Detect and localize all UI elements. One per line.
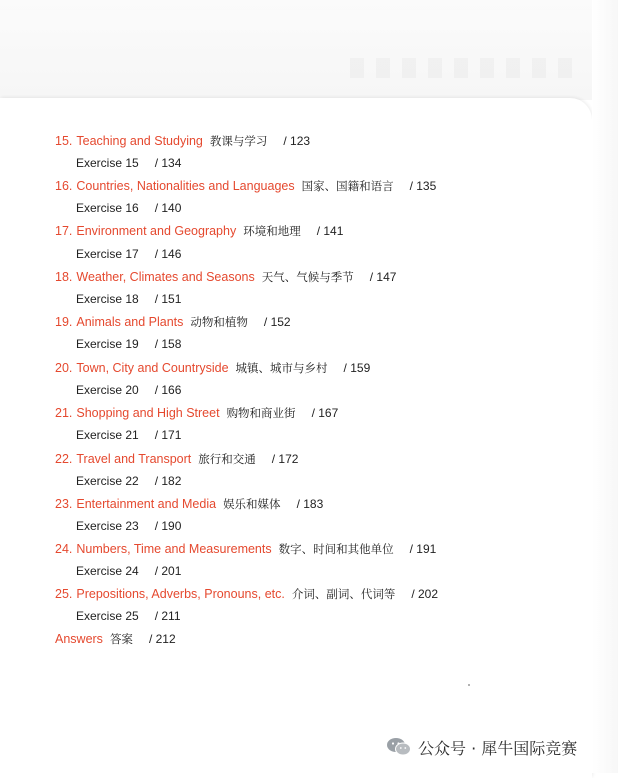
exercise-label: Exercise 18 [76, 292, 139, 306]
exercise-page: / 158 [154, 337, 182, 351]
exercise-page: / 190 [154, 519, 182, 533]
exercise-label: Exercise 25 [76, 609, 139, 623]
chapter-title-zh: 国家、国籍和语言 [301, 179, 394, 193]
chapter-title-zh: 天气、气候与季节 [261, 270, 354, 284]
toc-chapter-15[interactable] [55, 132, 310, 150]
chapter-page: / 159 [343, 361, 371, 375]
toc-chapter-19[interactable] [55, 313, 291, 331]
chapter-page: / 141 [316, 224, 344, 238]
answers-page: / 212 [148, 632, 176, 646]
exercise-label: Exercise 16 [76, 201, 139, 215]
exercise-label: Exercise 19 [76, 337, 139, 351]
chapter-title-zh: 动物和植物 [190, 315, 248, 329]
toc-exercise-20[interactable] [76, 381, 181, 399]
exercise-label: Exercise 20 [76, 383, 139, 397]
exercise-page: / 140 [154, 201, 182, 215]
exercise-page: / 151 [154, 292, 182, 306]
chapter-page: / 135 [409, 179, 437, 193]
chapter-number: 20. [55, 361, 73, 375]
chapter-number: 19. [55, 315, 73, 329]
chapter-page: / 123 [283, 134, 311, 148]
chapter-number: 21. [55, 406, 73, 420]
wechat-icon [386, 737, 412, 757]
toc-exercise-19[interactable] [76, 335, 181, 353]
chapter-title-zh: 教课与学习 [209, 134, 268, 148]
chapter-number: 16. [55, 179, 73, 193]
chapter-page: / 147 [369, 270, 397, 284]
exercise-page: / 171 [154, 428, 182, 442]
chapter-number: 17. [55, 224, 73, 238]
exercise-label: Exercise 24 [76, 564, 139, 578]
toc-exercise-17[interactable] [76, 245, 181, 263]
chapter-title-en: Shopping and High Street [76, 406, 220, 420]
chapter-page: / 202 [411, 587, 439, 601]
watermark-text: 公众号 · 犀牛国际竞赛 [418, 738, 578, 758]
toc-exercise-18[interactable] [76, 290, 181, 308]
exercise-page: / 182 [154, 474, 182, 488]
answers-title-en: Answers [55, 632, 103, 646]
chapter-number: 18. [55, 270, 73, 284]
exercise-label: Exercise 15 [76, 156, 139, 170]
chapter-number: 25. [55, 587, 73, 601]
toc-chapter-18[interactable] [55, 268, 396, 286]
chapter-title-en: Town, City and Countryside [76, 361, 229, 375]
exercise-page: / 201 [154, 564, 182, 578]
chapter-title-en: Animals and Plants [76, 315, 184, 329]
wechat-watermark [386, 735, 577, 759]
chapter-title-en: Prepositions, Adverbs, Pronouns, etc. [76, 587, 285, 601]
exercise-page: / 146 [154, 247, 182, 261]
chapter-page: / 167 [311, 406, 339, 420]
toc-chapter-21[interactable] [55, 404, 338, 422]
chapter-page: / 183 [296, 497, 324, 511]
chapter-title-en: Entertainment and Media [76, 497, 217, 511]
toc-exercise-22[interactable] [76, 472, 181, 490]
toc-chapter-17[interactable] [55, 222, 343, 240]
toc-answers[interactable] [55, 630, 176, 648]
exercise-page: / 166 [154, 383, 182, 397]
chapter-title-zh: 城镇、城市与乡村 [235, 361, 328, 375]
chapter-number: 23. [55, 497, 73, 511]
chapter-title-en: Numbers, Time and Measurements [76, 542, 272, 556]
exercise-page: / 134 [154, 156, 182, 170]
exercise-label: Exercise 17 [76, 247, 139, 261]
toc-exercise-15[interactable] [76, 154, 181, 172]
exercise-label: Exercise 23 [76, 519, 139, 533]
chapter-number: 24. [55, 542, 73, 556]
toc-exercise-21[interactable] [76, 426, 181, 444]
chapter-title-en: Environment and Geography [76, 224, 237, 238]
toc-exercise-25[interactable] [76, 607, 181, 625]
chapter-title-zh: 旅行和交通 [198, 452, 256, 466]
chapter-page: / 172 [271, 452, 299, 466]
toc-chapter-16[interactable] [55, 177, 436, 195]
chapter-title-zh: 环境和地理 [243, 224, 301, 238]
exercise-label: Exercise 22 [76, 474, 139, 488]
chapter-title-en: Weather, Climates and Seasons [76, 270, 255, 284]
chapter-number: 22. [55, 452, 73, 466]
chapter-title-zh: 购物和商业街 [226, 406, 296, 420]
toc-chapter-25[interactable] [55, 585, 438, 603]
chapter-title-en: Teaching and Studying [76, 134, 203, 148]
chapter-title-zh: 娱乐和媒体 [223, 497, 281, 511]
exercise-page: / 211 [154, 609, 181, 623]
toc-chapter-23[interactable] [55, 495, 323, 513]
chapter-title-en: Countries, Nationalities and Languages [76, 179, 295, 193]
toc-chapter-22[interactable] [55, 450, 298, 468]
scan-speck [468, 684, 470, 686]
toc-chapter-24[interactable] [55, 540, 436, 558]
toc-exercise-16[interactable] [76, 199, 181, 217]
chapter-number: 15. [55, 134, 73, 148]
chapter-page: / 191 [409, 542, 437, 556]
chapter-title-zh: 介词、副词、代词等 [291, 587, 396, 601]
toc-exercise-24[interactable] [76, 562, 181, 580]
chapter-page: / 152 [263, 315, 291, 329]
toc-chapter-20[interactable] [55, 359, 370, 377]
chapter-title-en: Travel and Transport [76, 452, 192, 466]
chapter-title-zh: 数字、时间和其他单位 [278, 542, 394, 556]
exercise-label: Exercise 21 [76, 428, 139, 442]
answers-title-zh: 答案 [109, 632, 133, 646]
toc-exercise-23[interactable] [76, 517, 181, 535]
